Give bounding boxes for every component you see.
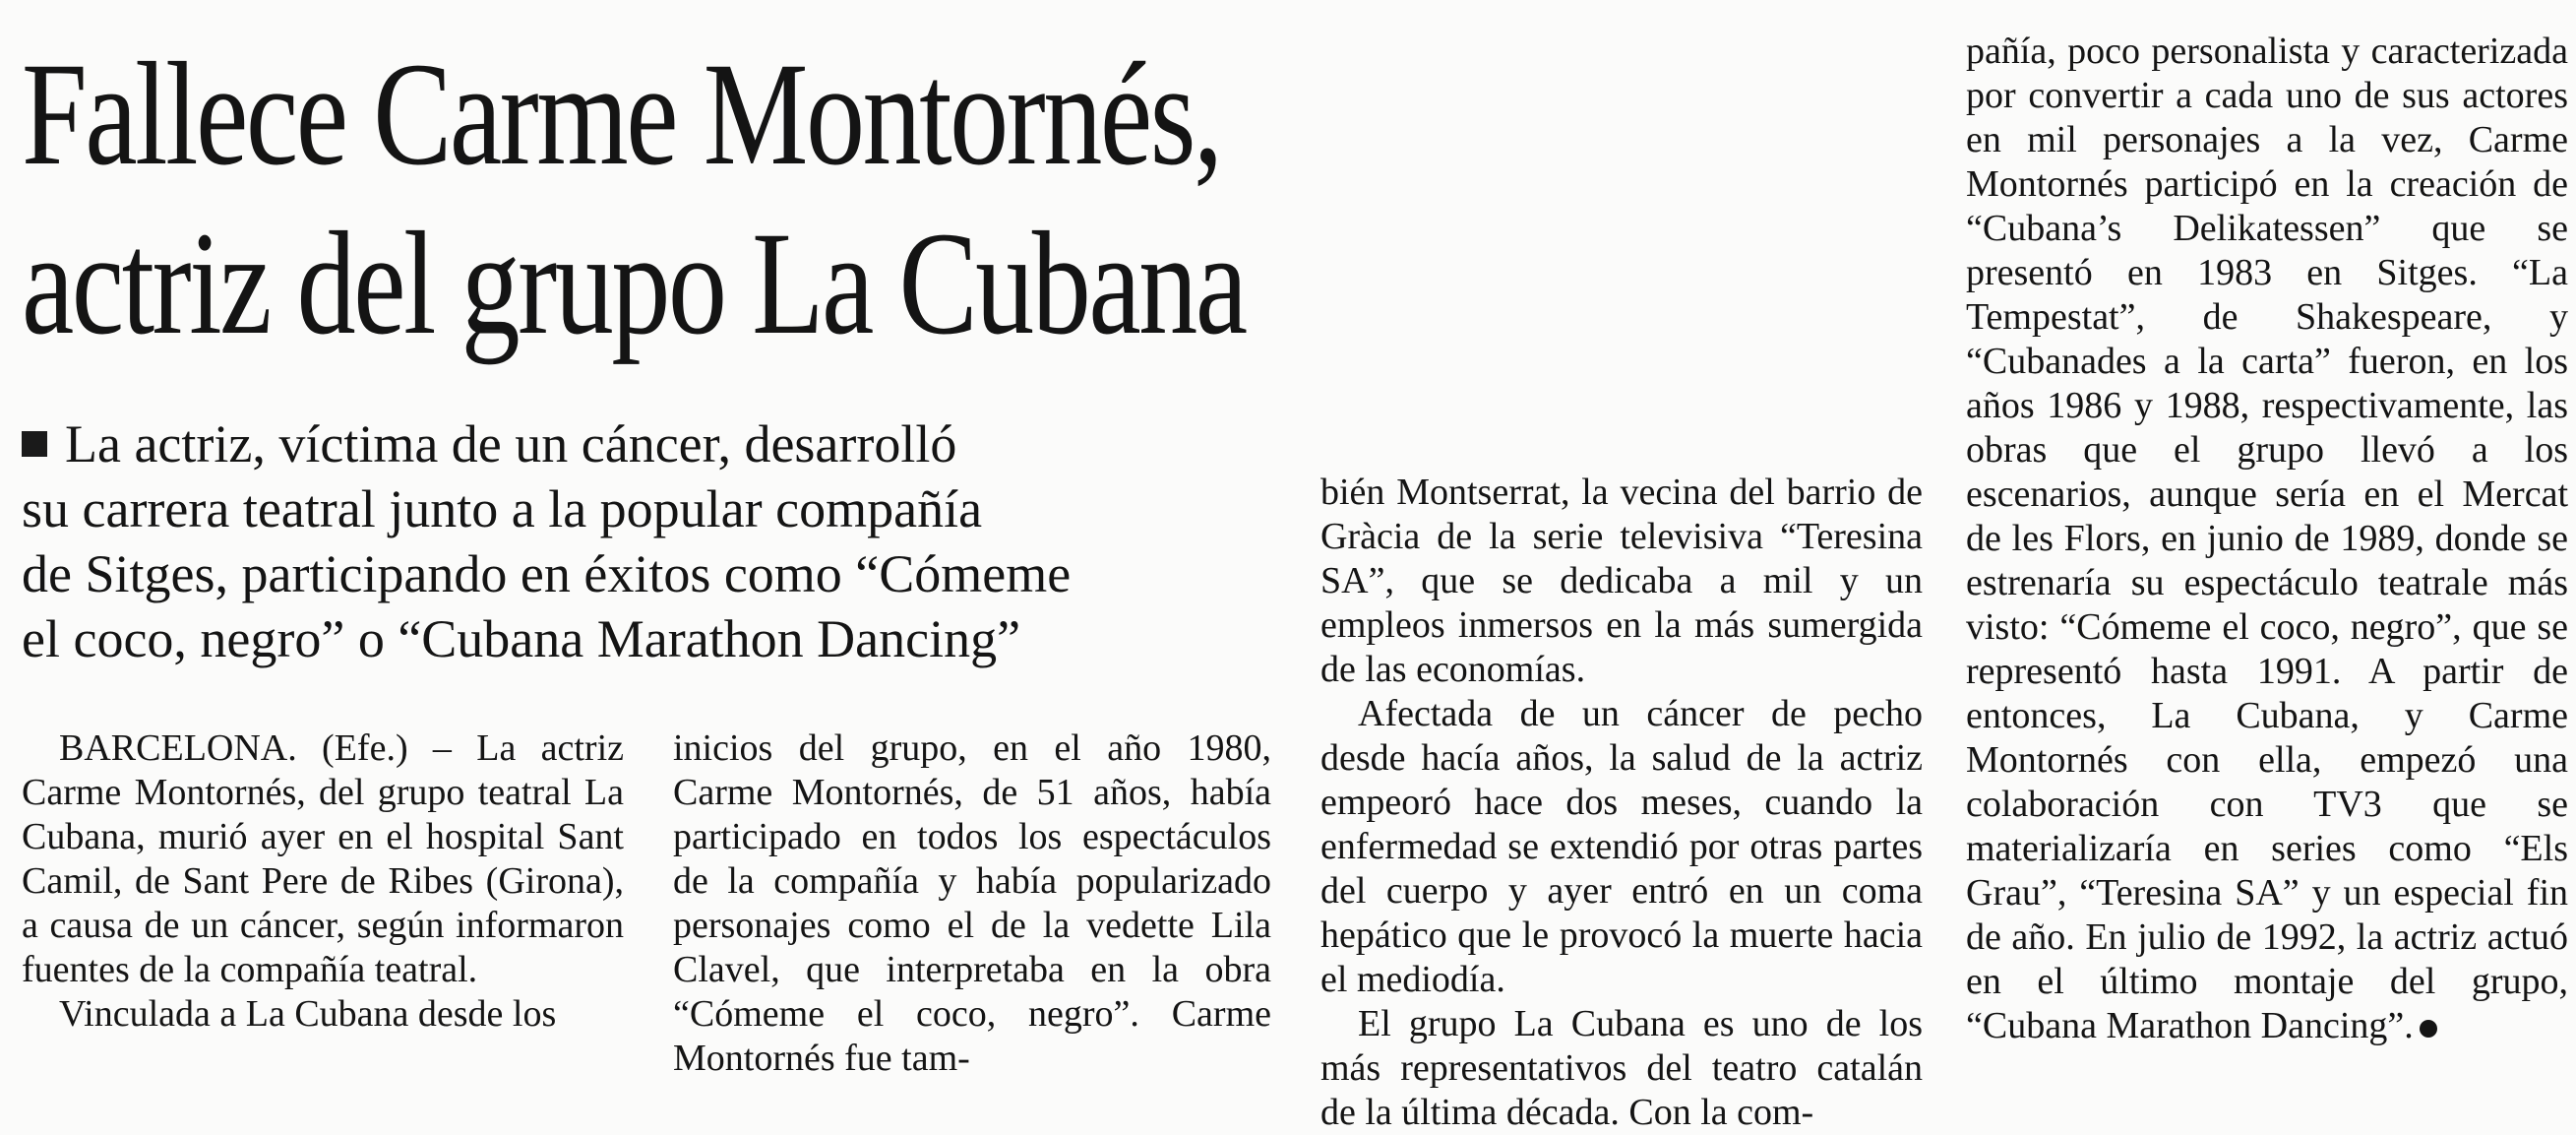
paragraph: Afectada de un cáncer de pecho desde hacía años, la salud de la actriz empeoró hace dos meses, cuando la enfermedad se extendió por otras partes del cuerpo y ayer entró en un coma hepático que le provocó la muerte hacia el mediodía. [1320, 693, 1923, 1000]
article-column-4 [1966, 30, 2568, 1048]
headline-line-2: actriz del grupo La Cubana [22, 202, 1246, 365]
subhead-line-4: el coco, negro” o “Cubana Marathon Dancing” [22, 609, 1021, 668]
paragraph: bién Montserrat, la vecina del barrio de Gràcia de la serie televisiva “Teresina SA”, que se dedicaba a mil y un empleos inmersos en la más sumergida de las economías. [1320, 472, 1923, 690]
subhead-line-3: de Sitges, participando en éxitos como “Cómeme [22, 544, 1072, 603]
paragraph: El grupo La Cubana es uno de los más representativos del teatro catalán de la última década. Con la com- [1320, 1003, 1923, 1133]
article-column-1 [22, 726, 624, 1037]
square-bullet-icon [22, 431, 47, 457]
subhead-line-2: su carrera teatral junto a la popular compañía [22, 479, 983, 538]
subhead-line-1 [22, 411, 1301, 476]
subhead-line-1-text: La actriz, víctima de un cáncer, desarrolló [65, 414, 957, 473]
article-column-2 [673, 726, 1271, 1081]
paragraph: inicios del grupo, en el año 1980, Carme Montornés, de 51 años, había participado en todos los espectáculos de la compañía y había popularizado personajes como el de la vedette Lila Clavel, que interpretaba en la obra “Cómeme el coco, negro”. Carme Montornés fue tam- [673, 727, 1271, 1079]
subheadline [22, 411, 1301, 671]
paragraph: Vinculada a La Cubana desde los [59, 993, 557, 1035]
end-of-article-dot-icon [2420, 1020, 2437, 1038]
headline-line-1: Fallece Carme Montornés, [22, 32, 1221, 196]
article-column-3 [1320, 471, 1923, 1135]
paragraph [1966, 30, 2568, 1048]
paragraph: BARCELONA. (Efe.) – La actriz Carme Montornés, del grupo teatral La Cubana, murió ayer en el hospital Sant Camil, de Sant Pere de Ribes (Girona), a causa de un cáncer, según informaron fuentes de la compañía teatral. [22, 727, 624, 990]
headline [22, 30, 1360, 368]
paragraph-text: pañía, poco personalista y caracterizada por convertir a cada uno de sus actores en mil personajes a la vez, Carme Montornés participó en la creación de “Cubana’s Delikatessen” que se presentó en 1983 en Sitges. “La Tempestat”, de Shakespeare, y “Cubanades a la carta” fueron, en los años 1986 y 1988, respectivamente, las obras que el grupo llevó a los escenarios, aunque sería en el Mercat de les Flors, en junio de 1989, donde se estrenaría su espectáculo teatrale más visto: “Cómeme el coco, negro”, que se representó hasta 1991. A partir de entonces, La Cubana, y Carme Montornés con ella, empezó una colaboración con TV3 que se materializaría en series como “Els Grau”, “Teresina SA” y un especial fin de año. En julio de 1992, la actriz actuó en el último montaje del grupo, “Cubana Marathon Dancing”. [1966, 31, 2568, 1046]
